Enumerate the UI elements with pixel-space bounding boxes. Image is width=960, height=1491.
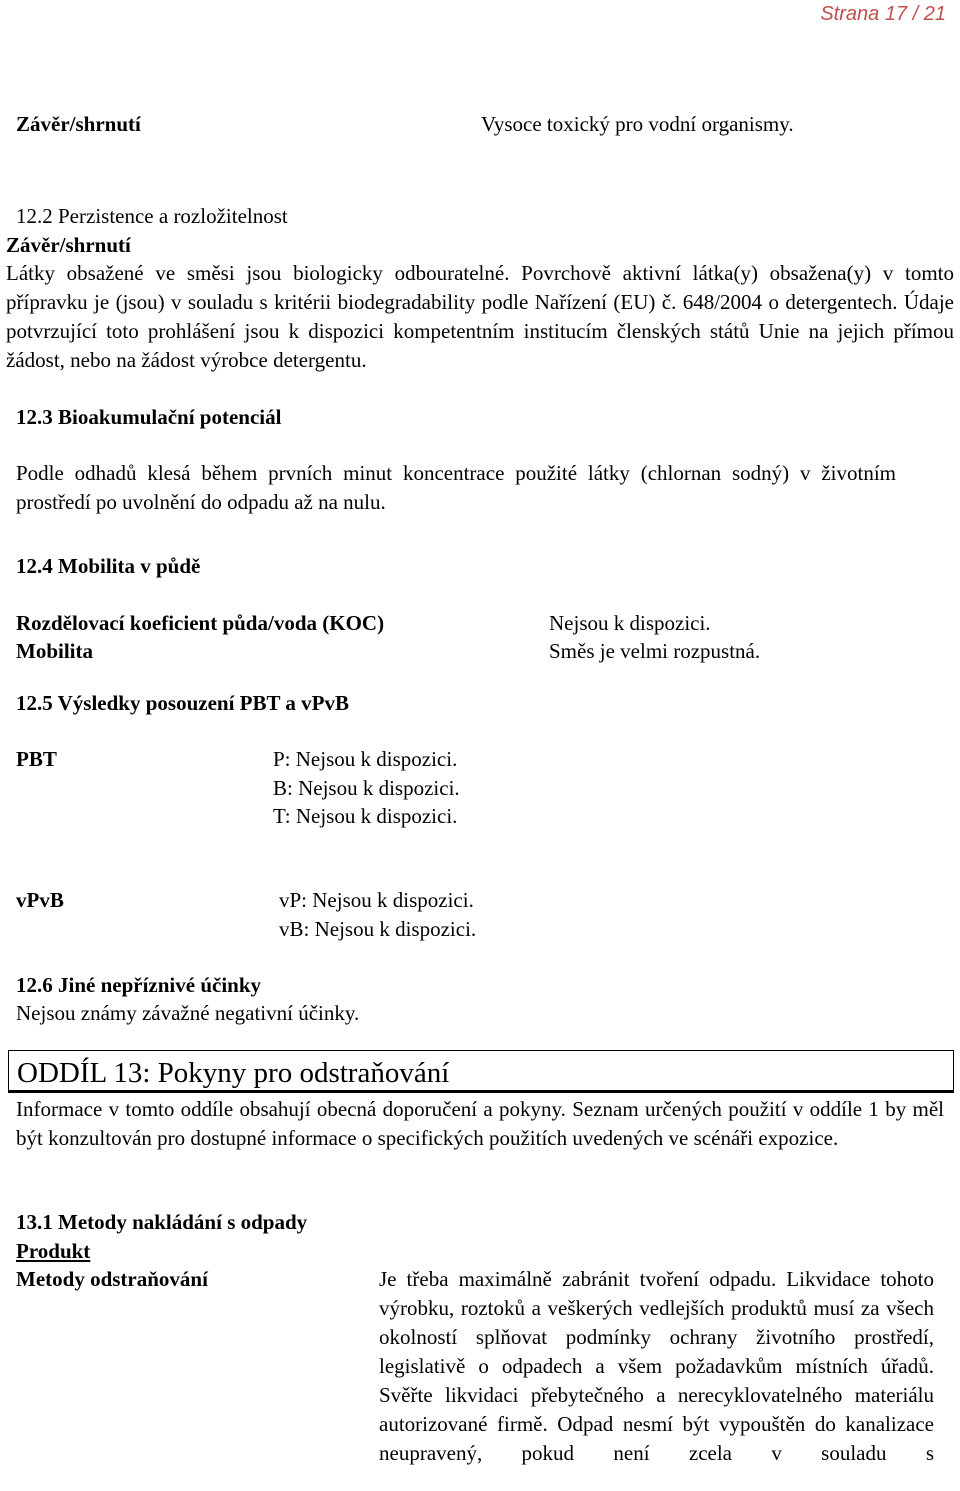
pbt-value-t: T: Nejsou k dispozici. <box>273 804 458 828</box>
section-12-4-heading: 12.4 Mobilita v půdě <box>16 554 201 578</box>
pbt-value-b: B: Nejsou k dispozici. <box>273 776 460 800</box>
koc-value: Nejsou k dispozici. <box>549 611 711 635</box>
product-label: Produkt <box>16 1239 91 1263</box>
vpvb-label: vPvB <box>16 888 64 912</box>
section-12-2-subheading: Závěr/shrnutí <box>6 233 131 257</box>
section-13-intro: Informace v tomto oddíle obsahují obecná doporučení a pokyny. Seznam určených použití v oddíle 1 by měl být konzultován pro dostupné informace o specifických použitích uvedených ve scénáři expozice. <box>16 1097 944 1150</box>
summary-value: Vysoce toxický pro vodní organismy. <box>481 112 794 136</box>
mobility-label: Mobilita <box>16 639 93 663</box>
section-13-rule <box>8 1090 954 1093</box>
section-13-1-heading: 13.1 Metody nakládání s odpady <box>16 1210 308 1234</box>
disposal-methods-text: Je třeba maximálně zabránit tvoření odpadu. Likvidace tohoto výrobku, roztoků a veškerých vedlejších produktů musí za všech okolností splňovat podmínky ochrany životního prostředí, legislativě o odpadech a všem požadavkům místních úřadů. Svěřte likvidaci přebytečného a nerecyklovatelného materiálu autorizované firmě. Odpad nesmí být vypouštěn do kanalizace neupravený, pokud není zcela v souladu s <box>379 1267 934 1465</box>
section-12-3-text: Podle odhadů klesá během prvních minut koncentrace použité látky (chlornan sodný) v životním prostředí po uvolnění do odpadu až na nulu. <box>16 461 896 514</box>
page-number: Strana 17 / 21 <box>820 3 946 25</box>
vpvb-value-vb: vB: Nejsou k dispozici. <box>279 917 477 941</box>
pbt-value-p: P: Nejsou k dispozici. <box>273 747 458 771</box>
section-12-5-heading: 12.5 Výsledky posouzení PBT a vPvB <box>16 691 349 715</box>
section-12-6-text: Nejsou známy závažné negativní účinky. <box>16 1001 360 1025</box>
koc-label: Rozdělovací koeficient půda/voda (KOC) <box>16 611 385 635</box>
section-12-2-heading: 12.2 Perzistence a rozložitelnost <box>16 204 288 228</box>
section-12-3-heading: 12.3 Bioakumulační potenciál <box>16 405 282 429</box>
mobility-value: Směs je velmi rozpustná. <box>549 639 761 663</box>
section-13-header-box <box>8 1050 954 1090</box>
section-13-title: ODDÍL 13: Pokyny pro odstraňování <box>17 1057 450 1089</box>
section-12-6-heading: 12.6 Jiné nepříznivé účinky <box>16 973 262 997</box>
summary-label: Závěr/shrnutí <box>16 112 141 136</box>
section-12-2-text: Látky obsažené ve směsi jsou biologicky odbouratelné. Povrchově aktivní látka(y) obsažena(y) v tomto přípravku je (jsou) v souladu s kritérii biodegradability podle Nařízení (EU) č. 648/2004 o detergentech. Údaje potvrzující toto prohlášení jsou k dispozici kompetentním institucím členských států Unie na jejich přímou žádost, nebo na žádost výrobce detergentu. <box>6 261 954 372</box>
disposal-methods-label: Metody odstraňování <box>16 1267 208 1291</box>
vpvb-value-vp: vP: Nejsou k dispozici. <box>279 888 474 912</box>
pbt-label: PBT <box>16 747 57 771</box>
